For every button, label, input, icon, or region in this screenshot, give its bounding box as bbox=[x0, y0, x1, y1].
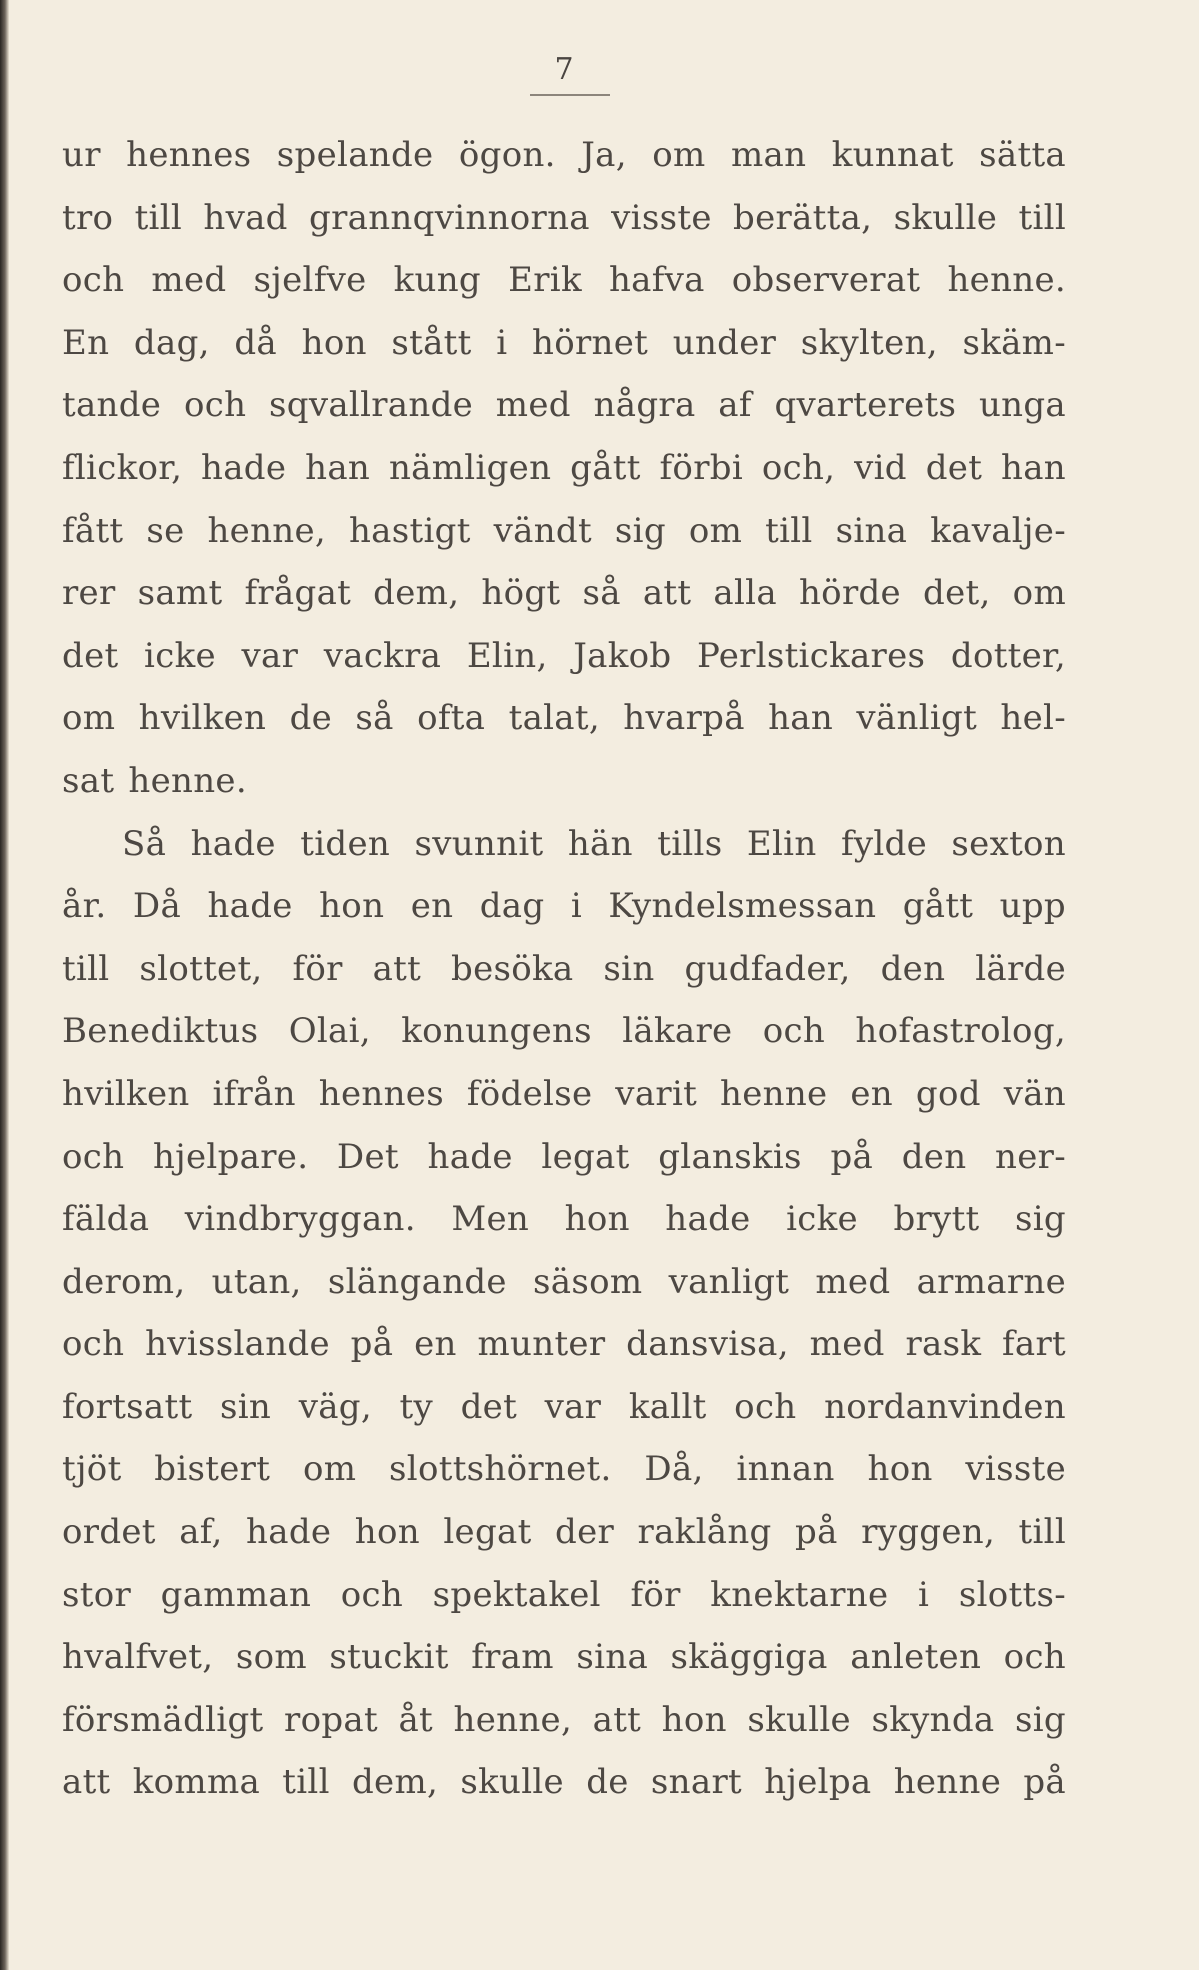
page-number: 7 bbox=[554, 52, 574, 87]
text-line: tjöt bistert om slottshörnet. Då, innan hon visste bbox=[62, 1449, 1066, 1490]
text-line: om hvilken de så ofta talat, hvarpå han vänligt hel- bbox=[62, 698, 1066, 739]
text-line: flickor, hade han nämligen gått förbi och, vid det han bbox=[62, 447, 1066, 488]
text-line: ordet af, hade hon legat der raklång på ryggen, till bbox=[62, 1512, 1066, 1553]
text-line: och med sjelfve kung Erik hafva observerat henne. bbox=[62, 260, 1066, 301]
text-line-paragraph-end: sat henne. bbox=[62, 760, 247, 801]
text-line: tro till hvad grannqvinnorna visste berätta, skulle till bbox=[62, 197, 1066, 238]
text-line: ur hennes spelande ögon. Ja, om man kunnat sätta bbox=[62, 135, 1066, 175]
text-line: En dag, då hon stått i hörnet under skylten, skäm- bbox=[62, 322, 1066, 363]
text-line: fälda vindbryggan. Men hon hade icke brytt sig bbox=[62, 1199, 1066, 1240]
text-line: fortsatt sin väg, ty det var kallt och nordanvinden bbox=[62, 1386, 1066, 1427]
text-line: Benediktus Olai, konungens läkare och hofastrolog, bbox=[62, 1011, 1066, 1052]
body-text bbox=[62, 124, 1066, 1814]
text-line: stor gamman och spektakel för knektarne i slotts- bbox=[62, 1574, 1066, 1615]
text-line: fått se henne, hastigt vändt sig om till sina kavalje- bbox=[62, 510, 1066, 551]
text-line: försmädligt ropat åt henne, att hon skulle skynda sig bbox=[62, 1699, 1066, 1740]
text-line: tande och sqvallrande med några af qvarterets unga bbox=[62, 385, 1066, 426]
book-binding-edge bbox=[0, 0, 9, 1970]
text-line: och hvisslande på en munter dansvisa, med rask fart bbox=[62, 1324, 1066, 1365]
text-line: hvilken ifrån hennes födelse varit henne en god vän bbox=[62, 1073, 1066, 1114]
text-line: rer samt frågat dem, högt så att alla hörde det, om bbox=[62, 573, 1066, 614]
text-line: derom, utan, slängande säsom vanligt med armarne bbox=[62, 1261, 1066, 1302]
text-line: år. Då hade hon en dag i Kyndelsmessan gått upp bbox=[62, 886, 1066, 927]
page-number-rule bbox=[530, 94, 610, 96]
text-line: att komma till dem, skulle de snart hjelpa henne på bbox=[62, 1762, 1066, 1803]
text-line: och hjelpare. Det hade legat glanskis på den ner- bbox=[62, 1136, 1066, 1177]
text-line: hvalfvet, som stuckit fram sina skäggiga anleten och bbox=[62, 1637, 1066, 1678]
text-line-paragraph-start: Så hade tiden svunnit hän tills Elin fylde sexton bbox=[122, 823, 1066, 864]
text-line: det icke var vackra Elin, Jakob Perlstickares dotter, bbox=[62, 635, 1066, 676]
text-line: till slottet, för att besöka sin gudfader, den lärde bbox=[62, 948, 1066, 989]
